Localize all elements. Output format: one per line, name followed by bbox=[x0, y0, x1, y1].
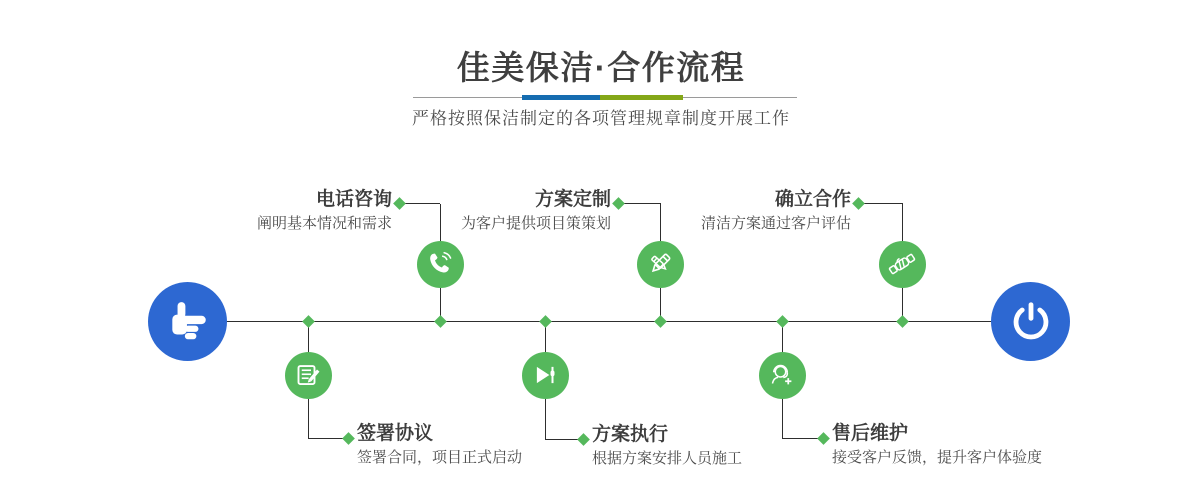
junction-diamond bbox=[654, 315, 667, 328]
divider-blue-segment bbox=[522, 95, 600, 100]
timeline-start-node bbox=[148, 282, 227, 361]
handshake-icon bbox=[887, 249, 917, 279]
step-desc: 阐明基本情况和需求 bbox=[256, 215, 392, 232]
step-title: 签署协议 bbox=[357, 423, 434, 444]
title-divider bbox=[413, 95, 797, 101]
junction-diamond bbox=[539, 315, 552, 328]
junction-diamond bbox=[434, 315, 447, 328]
step-desc: 接受客户反馈，提升客户体验度 bbox=[832, 449, 1043, 466]
pointing-hand-icon bbox=[165, 299, 211, 345]
junction-diamond bbox=[776, 315, 789, 328]
step-desc: 为客户提供项目策策划 bbox=[460, 215, 611, 232]
step-label-establish-cooperation bbox=[701, 189, 851, 233]
step-title: 方案执行 bbox=[592, 424, 669, 445]
power-icon bbox=[1008, 299, 1054, 345]
timeline-line bbox=[227, 321, 991, 322]
step-label-aftersales-maintenance bbox=[832, 423, 1042, 467]
step-title: 电话咨询 bbox=[315, 189, 392, 210]
step-title: 方案定制 bbox=[534, 189, 611, 210]
step-desc: 根据方案安排人员施工 bbox=[592, 450, 743, 467]
step-title: 确立合作 bbox=[774, 189, 851, 210]
step-node-handshake bbox=[879, 241, 926, 288]
label-diamond bbox=[817, 432, 830, 445]
label-diamond bbox=[852, 197, 865, 210]
step-node-design bbox=[637, 241, 684, 288]
step-desc: 签署合同，项目正式启动 bbox=[357, 449, 523, 466]
step-desc: 清洁方案通过客户评估 bbox=[700, 215, 851, 232]
step-node-contract bbox=[285, 352, 332, 399]
customer-service-icon bbox=[767, 360, 797, 390]
step-node-phone bbox=[417, 241, 464, 288]
step-label-phone-consult bbox=[257, 189, 392, 233]
label-diamond bbox=[612, 197, 625, 210]
page-subtitle: 严格按照保洁制定的各项管理规章制度开展工作 bbox=[412, 109, 790, 128]
junction-diamond bbox=[896, 315, 909, 328]
contract-pen-icon bbox=[293, 360, 323, 390]
junction-diamond bbox=[302, 315, 315, 328]
step-label-sign-agreement bbox=[357, 423, 522, 467]
step-node-execute bbox=[522, 352, 569, 399]
play-slider-icon bbox=[530, 360, 560, 390]
label-diamond bbox=[577, 433, 590, 446]
label-diamond bbox=[393, 197, 406, 210]
page-title: 佳美保洁·合作流程 bbox=[456, 49, 746, 86]
divider-green-segment bbox=[600, 95, 683, 100]
phone-icon bbox=[425, 249, 455, 279]
step-label-plan-execute bbox=[592, 424, 742, 468]
timeline-end-node bbox=[991, 282, 1070, 361]
label-diamond bbox=[342, 432, 355, 445]
step-label-plan-customize bbox=[461, 189, 611, 233]
step-node-service bbox=[759, 352, 806, 399]
step-title: 售后维护 bbox=[832, 423, 909, 444]
design-pencils-icon bbox=[645, 249, 675, 279]
